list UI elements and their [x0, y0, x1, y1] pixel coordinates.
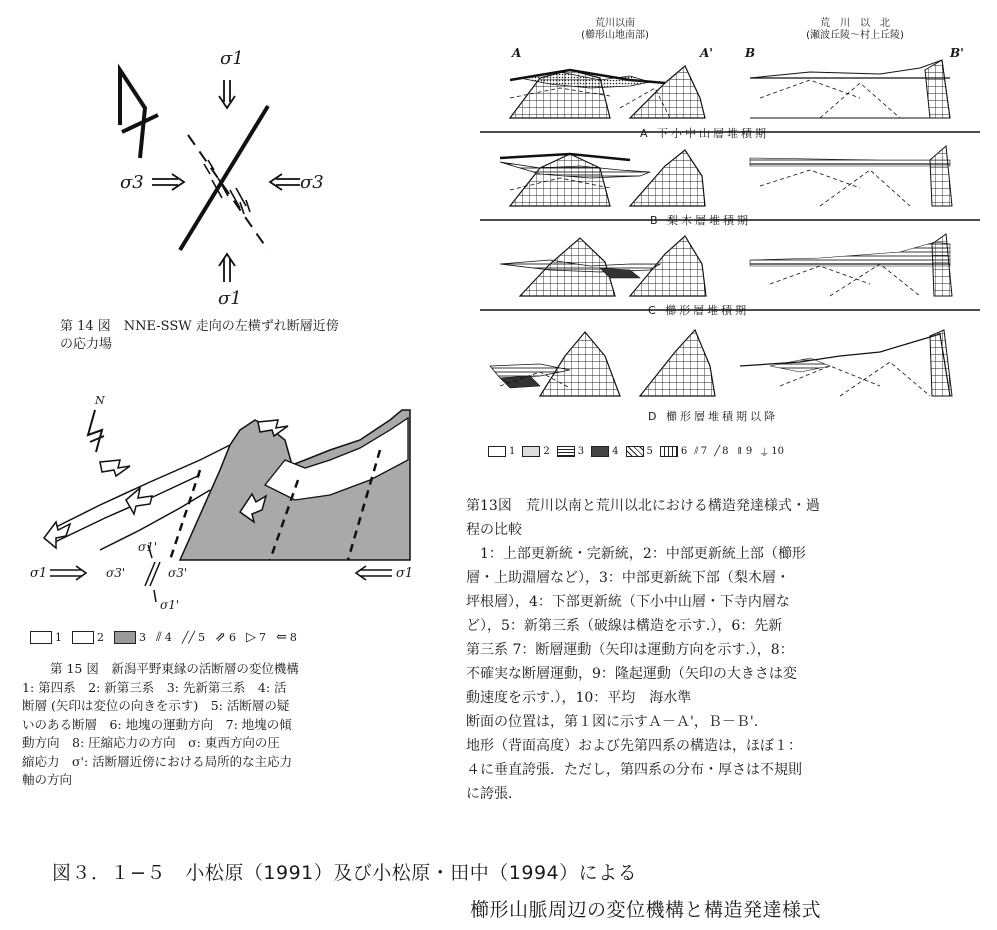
fig15-north-label: N [95, 394, 105, 407]
fig13-label-Bp: B' [950, 46, 964, 60]
fig15-legend-item [156, 630, 172, 645]
fig15-legend-label: 6 [228, 631, 236, 644]
sigma1-right-arrow-icon [356, 566, 392, 580]
fig13-swatch [591, 446, 609, 457]
north-arrow-icon [120, 70, 158, 158]
fig13-swatch [522, 446, 540, 457]
fig13-swatch [626, 446, 644, 457]
dashed-fault-icon: ╱╱ [181, 631, 196, 644]
fig15-swatch [72, 631, 94, 644]
fig13-caption-line: 断面の位置は，第１図に示すＡ－Ａ'，Ｂ－Ｂ'. [466, 714, 759, 730]
fig14-sigma3-left-label: σ3 [120, 172, 144, 193]
compression-arrow-icon: ⇐ [275, 630, 287, 645]
fig15-sigma3p-left-label: σ3' [106, 566, 126, 580]
fig13-caption-line: ど），5：新第三系（破線は構造を示す.），6：先新 [466, 618, 783, 634]
sigma1-left-arrow-icon [50, 566, 86, 580]
fig15-legend-item [30, 631, 62, 644]
fig13-legend-item [714, 446, 728, 457]
fig13-legend-item [557, 446, 584, 457]
fig13-legend-label: 10 [771, 446, 784, 457]
fig14-caption-line2: の応力場 [60, 337, 113, 352]
fig15-caption-line: 動方向 8: 圧縮応力の方向 σ: 東西方向の圧 [22, 735, 280, 750]
fig15-sigma1p-bottom-label: σ1' [160, 598, 180, 612]
fig15-legend-label: 3 [139, 631, 146, 644]
uplift-arrow-icon: ⇑ [735, 446, 744, 457]
fig15-legend-item [276, 630, 297, 645]
fig13-legend-label: 4 [612, 446, 619, 457]
fig13-header-right-line2: (瀬波丘陵～村上丘陵) [806, 30, 904, 41]
fig13-sections [480, 58, 980, 428]
fig13-caption-line: ４に垂直誇張．ただし，第四系の分布・厚さは不規則 [466, 762, 802, 778]
fig14-sigma1-bottom-label: σ1 [218, 288, 242, 309]
sigma1-top-arrow-icon [219, 80, 235, 108]
fig13-caption [466, 494, 986, 806]
fig14-sigma1-top-label: σ1 [220, 48, 244, 69]
fig13-legend-item [522, 446, 549, 457]
fig13-caption-line: 地形（背面高度）および先第四系の構造は，ほぼ１： [466, 738, 802, 754]
block-movement-icon: ⇗ [215, 630, 226, 645]
section-panel-B [480, 146, 980, 220]
fig14-caption-line1: 第 14 図 NNE-SSW 走向の左横ずれ断層近傍 [60, 319, 339, 334]
fig13-legend-label: 5 [646, 446, 653, 457]
fig13-legend-item [626, 446, 653, 457]
fig15-caption-line: 断層 (矢印は変位の向きを示す) 5: 活断層の疑 [22, 698, 290, 713]
fig13-legend-label: 1 [509, 446, 516, 457]
fig13-caption-line: 層・上助淵層など），3：中部更新統下部（梨木層・ [466, 570, 790, 586]
fig13-label-Ap: A' [700, 46, 713, 60]
fig13-legend-item [736, 446, 753, 457]
fig15-legend-item [114, 631, 146, 644]
fig13-header-right-line1: 荒 川 以 北 [820, 18, 890, 29]
fig13-caption-line: に誇張. [466, 786, 513, 802]
fig14-sigma3-right-label: σ3 [300, 172, 324, 193]
conjugate-dashed-line [188, 135, 268, 250]
fig13-panel-label-C: C 櫛形層堆積期 [648, 304, 750, 317]
fig15-sigma3p-right-label: σ3' [168, 566, 188, 580]
fig14-caption [60, 318, 339, 354]
fig13-swatch [488, 446, 506, 457]
fig15-legend-item [182, 631, 205, 644]
section-panel-C [480, 234, 980, 310]
fig15-legend-label: 7 [258, 631, 266, 644]
footer-title-line2: 櫛形山脈周辺の変位機構と構造発達様式 [470, 899, 822, 921]
fig13-label-A: A [512, 46, 522, 60]
fault-line [180, 106, 268, 250]
sigma3-left-arrow-icon [152, 174, 184, 190]
fig13-legend-label: 7 [700, 446, 708, 457]
fig13-panel-label-B: B 梨木層堆積期 [650, 214, 752, 227]
fig13-legend-label: 3 [577, 446, 585, 457]
fig15-legend-item [72, 631, 104, 644]
fig13-legend-item [660, 446, 687, 457]
fig13-caption-line: 動速度を示す.），10：平均 海水準 [466, 690, 692, 706]
fig13-swatch [557, 446, 575, 457]
fig15-sigma1p-top-label: σ1' [138, 540, 158, 554]
fig15-caption [22, 660, 299, 790]
fig15-legend-label: 5 [198, 631, 206, 644]
fig13-legend-label: 2 [543, 446, 550, 457]
fig15-legend-label: 2 [97, 631, 104, 644]
fig13-caption-title-line2: 程の比較 [466, 522, 522, 538]
footer-title-line1: 図３．１−５ 小松原（1991）及び小松原・田中（1994）による [52, 862, 638, 884]
fig15-caption-line: 縮応力 σ': 活断層近傍における局所的な主応力 [22, 753, 293, 769]
active-fault-icon: ⫽ [156, 630, 162, 645]
fig13-legend-item [759, 444, 784, 459]
fig13-legend-label: 9 [745, 446, 753, 457]
fig13-label-B: B [745, 46, 756, 60]
fig15-swatch [30, 631, 52, 644]
fig15-legend-label: 1 [55, 631, 62, 644]
fig13-caption-line: 坪根層），4：下部更新統（下小中山層・下寺内層な [466, 594, 790, 610]
sea-level-icon: ⏚ [759, 448, 770, 459]
north-arrow-icon [88, 410, 104, 452]
fig13-header-left-line2: (櫛形山地南部) [581, 30, 649, 41]
fig15-sigma1-left-label: σ1 [30, 566, 48, 581]
fig15-legend-label: 4 [164, 631, 172, 644]
fig13-caption-line: 第三系 7：断層運動（矢印は運動方向を示す.），8： [466, 642, 794, 658]
fig13-legend-label: 6 [680, 446, 688, 457]
section-panel-D [490, 330, 952, 396]
fig15-legend [30, 630, 307, 645]
fig15-legend-item [246, 630, 266, 645]
fig13-header-left-line1: 荒川以南 [595, 18, 635, 29]
uncertain-fault-icon: ╱ [714, 446, 721, 457]
fig13-legend-item [694, 446, 707, 457]
fig15-caption-line: 軸の方向 [22, 772, 73, 787]
fig15-caption-line: 1: 第四系 2: 新第三系 3: 先新第三系 4: 活 [22, 679, 287, 695]
fig15-legend-item [215, 630, 236, 645]
fig13-caption-title-line1: 第13図 荒川以南と荒川以北における構造発達様式・過 [466, 498, 820, 514]
fig13-legend [488, 444, 791, 459]
fig15-swatch [114, 631, 136, 644]
section-panel-A [480, 60, 980, 132]
fault-movement-icon: ⫽ [694, 446, 699, 457]
fig15-caption-line: 第 15 図 新潟平野東縁の活断層の変位機構 [50, 661, 299, 676]
fig13-panel-label-D: D 櫛形層堆積期以降 [648, 410, 778, 423]
fig13-swatch [660, 446, 678, 457]
fig15-sigma1-right-label: σ1 [396, 566, 414, 581]
fig13-legend-item [591, 446, 618, 457]
fig13-panel-label-A: A 下小中山層堆積期 [640, 127, 770, 140]
fig13-caption-line: 1：上部更新統・完新統，2：中部更新統上部（櫛形 [480, 546, 806, 562]
sigma3-right-arrow-icon [270, 174, 300, 190]
block-tilt-icon: ▷ [245, 630, 256, 645]
fig13-header-right [770, 18, 940, 42]
fig15-diagram [30, 390, 430, 620]
sigma1-bottom-arrow-icon [219, 254, 235, 282]
fig15-caption-line: いのある断層 6: 地塊の運動方向 7: 地塊の傾 [22, 716, 292, 732]
fig13-caption-line: 不確実な断層運動，9：隆起運動（矢印の大きさは変 [466, 666, 797, 682]
fig15-legend-label: 8 [289, 631, 297, 644]
fig13-legend-item [488, 446, 515, 457]
fig13-legend-label: 8 [722, 446, 729, 457]
fig13-header-left [560, 18, 670, 42]
